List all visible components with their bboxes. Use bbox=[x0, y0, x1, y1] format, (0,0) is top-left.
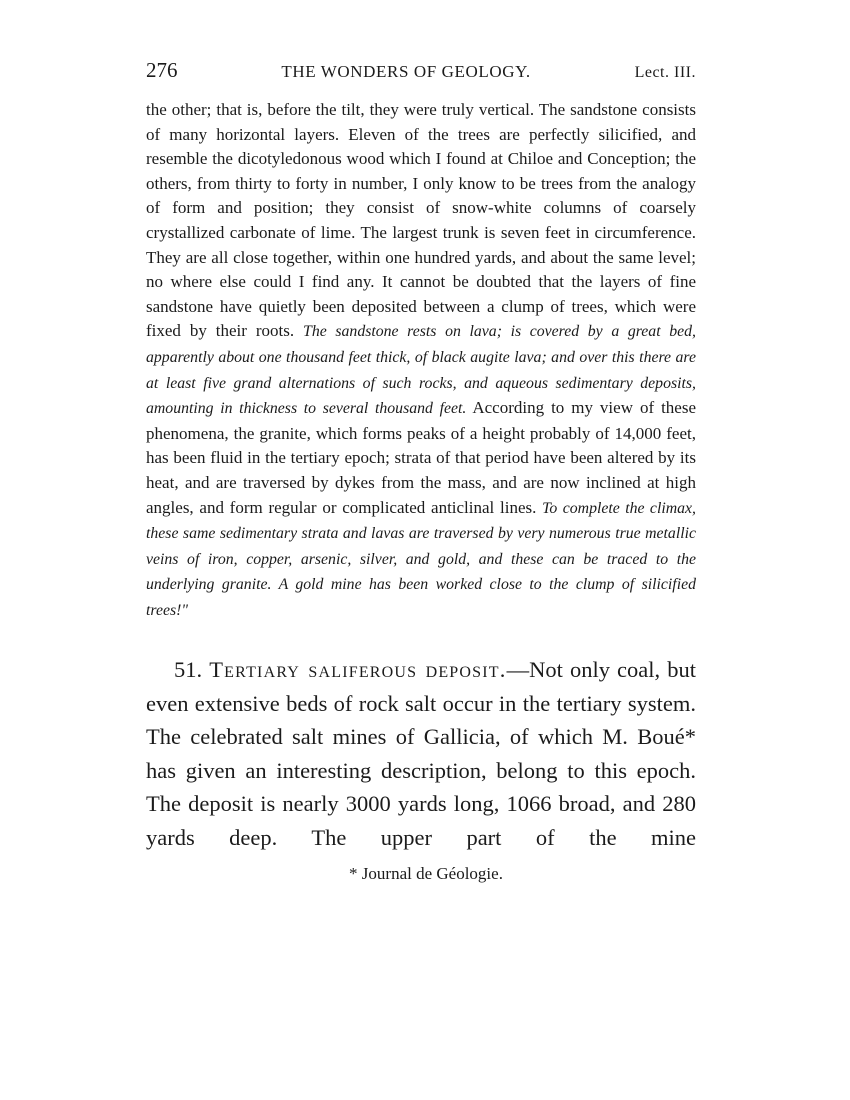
footnote: * Journal de Géologie. bbox=[349, 864, 503, 884]
section-body: Not only coal, but even extensive beds of rock salt occur in the tertiary system. The celebrated salt mines of Gallicia, of which M. Boué* has given an interesting description, belong to this epoch. The deposit is nearly 3000 yards long, 1066 broad, and 280 yards deep. The upper part of the mine bbox=[146, 657, 697, 850]
quote-italic-2: To complete the climax, these same sedimentary strata and lavas are traversed by very numerous true metallic veins of iron, copper, arsenic, silver, and gold, and these can be traced to the underlying granite. A gold mine has been worked close to the clump of silicified trees!" bbox=[146, 499, 696, 619]
section-number: 51. bbox=[174, 657, 203, 683]
page-number: 276 bbox=[146, 58, 178, 82]
page-header bbox=[146, 58, 696, 98]
lecture-label: Lect. III. bbox=[634, 64, 696, 81]
section-paragraph bbox=[146, 653, 696, 854]
section-heading: Tertiary saliferous deposit. bbox=[209, 657, 507, 683]
quote-text-2: According to my view of these phenomena, the granite, which forms peaks of a height probably of 14,000 feet, has been fluid in the tertiary epoch; strata of that period have been altered by its heat, and are traversed by dykes from the mass, and are now inclined at high angles, and form regular or complicated anticlinal lines. bbox=[146, 398, 696, 517]
quoted-paragraph bbox=[146, 98, 696, 623]
book-page bbox=[146, 58, 696, 884]
quote-italic-1: The sandstone rests on lava; is covered by a great bed, apparently about one thousand feet thick, of black augite lava; and over this there are at least five grand alternations of such rocks, and aqueous sedimentary deposits, amounting in thickness to several thousand feet. bbox=[146, 323, 696, 418]
section-dash: — bbox=[506, 657, 530, 683]
quote-text-1: the other; that is, before the tilt, they were truly vertical. The sandstone consists of many horizontal layers. Eleven of the trees are perfectly silicified, and resemble the dicotyledonous wood which I found at Chiloe and Conception; the others, from thirty to forty in number, I only know to be trees from the analogy of form and position; they consist of snow-white columns of coarsely crystallized carbonate of lime. The largest trunk is seven feet in circumference. They are all close together, within one hundred yards, and about the same level; no where else could I find any. It cannot be doubted that the layers of fine sandstone have quietly been deposited between a clump of trees, which were fixed by their roots. bbox=[146, 100, 696, 341]
running-title: THE WONDERS OF GEOLOGY. bbox=[281, 62, 531, 81]
